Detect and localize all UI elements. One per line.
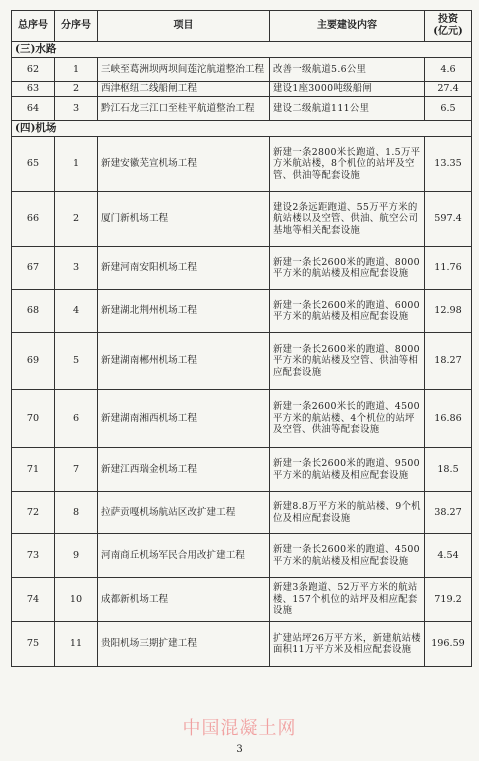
sub-number-cell: 6 [55,390,98,448]
project-name-cell: 三峡至葛洲坝两坝间莲沱航道整治工程 [98,58,270,82]
watermark: 中国混凝土网 [182,718,297,739]
investment-cell: 18.5 [425,448,472,492]
project-table [11,10,472,667]
project-name-cell: 拉萨贡嘎机场航站区改扩建工程 [98,492,270,534]
total-number-cell: 75 [12,622,55,667]
project-name-cell: 厦门新机场工程 [98,192,270,247]
investment-cell: 4.6 [425,58,472,82]
table-row [12,333,472,390]
sub-number-cell: 4 [55,290,98,333]
sub-number-cell: 9 [55,534,98,578]
table-row [12,448,472,492]
project-name-cell: 河南商丘机场军民合用改扩建工程 [98,534,270,578]
header-sub-no: 分序号 [55,11,98,42]
total-number-cell: 70 [12,390,55,448]
table-row [12,97,472,121]
construction-content-cell: 扩建站坪26万平方米，新建航站楼面积11万平方米及相应配套设施 [270,622,425,667]
total-number-cell: 72 [12,492,55,534]
section-title: (四)机场 [12,121,472,137]
table-row [12,192,472,247]
total-number-cell: 67 [12,247,55,290]
sub-number-cell: 5 [55,333,98,390]
investment-cell: 16.86 [425,390,472,448]
sub-number-cell: 11 [55,622,98,667]
total-number-cell: 71 [12,448,55,492]
header-project: 项目 [98,11,270,42]
construction-content-cell: 新建一条长2600米的跑道、8000平方米的航站楼及空管、供油等相应配套设施 [270,333,425,390]
investment-cell: 11.76 [425,247,472,290]
section-title: (三)水路 [12,42,472,58]
project-name-cell: 贵阳机场三期扩建工程 [98,622,270,667]
sub-number-cell: 3 [55,97,98,121]
project-name-cell: 新建湖南湘西机场工程 [98,390,270,448]
investment-cell: 597.4 [425,192,472,247]
table-row [12,622,472,667]
table-row [12,578,472,622]
construction-content-cell: 建设1座3000吨级船闸 [270,82,425,97]
page-number: 3 [236,744,243,755]
total-number-cell: 62 [12,58,55,82]
investment-cell: 18.27 [425,333,472,390]
total-number-cell: 66 [12,192,55,247]
section-row [12,42,472,58]
project-name-cell: 成都新机场工程 [98,578,270,622]
construction-content-cell: 新建一条长2600米的跑道、6000平方米的航站楼及相应配套设施 [270,290,425,333]
total-number-cell: 64 [12,97,55,121]
construction-content-cell: 新建一条2600米长的跑道、4500平方米的航站楼、4个机位的站坪及空管、供油等配套设施 [270,390,425,448]
project-name-cell: 新建河南安阳机场工程 [98,247,270,290]
sub-number-cell: 7 [55,448,98,492]
investment-cell: 6.5 [425,97,472,121]
header-total-no: 总序号 [12,11,55,42]
construction-content-cell: 新建一条长2600米的跑道、9500平方米的航站楼及相应配套设施 [270,448,425,492]
table-row [12,58,472,82]
project-name-cell: 黔江石龙三江口至桂平航道整治工程 [98,97,270,121]
construction-content-cell: 建设二级航道111公里 [270,97,425,121]
total-number-cell: 69 [12,333,55,390]
total-number-cell: 74 [12,578,55,622]
header-content: 主要建设内容 [270,11,425,42]
sub-number-cell: 8 [55,492,98,534]
table-row [12,390,472,448]
investment-cell: 196.59 [425,622,472,667]
investment-cell: 27.4 [425,82,472,97]
construction-content-cell: 建设2条远距跑道、55万平方米的航站楼以及空管、供油、航空公司基地等相关配套设施 [270,192,425,247]
sub-number-cell: 10 [55,578,98,622]
investment-cell: 4.54 [425,534,472,578]
table-header-row [12,11,472,42]
project-name-cell: 西津枢纽二线船闸工程 [98,82,270,97]
table-row [12,137,472,192]
project-name-cell: 新建湖北荆州机场工程 [98,290,270,333]
total-number-cell: 63 [12,82,55,97]
construction-content-cell: 新建8.8万平方米的航站楼、9个机位及相应配套设施 [270,492,425,534]
project-name-cell: 新建湖南郴州机场工程 [98,333,270,390]
sub-number-cell: 2 [55,192,98,247]
table-row [12,534,472,578]
sub-number-cell: 2 [55,82,98,97]
table-row [12,492,472,534]
document-page [11,10,471,667]
construction-content-cell: 改善一级航道5.6公里 [270,58,425,82]
section-row [12,121,472,137]
sub-number-cell: 1 [55,137,98,192]
construction-content-cell: 新建3条跑道、52万平方米的航站楼、157个机位的站坪及相应配套设施 [270,578,425,622]
project-name-cell: 新建江西瑞金机场工程 [98,448,270,492]
table-row [12,82,472,97]
total-number-cell: 68 [12,290,55,333]
investment-cell: 12.98 [425,290,472,333]
construction-content-cell: 新建一条2800米长跑道、1.5万平方米航站楼，8个机位的站坪及空管、供油等配套设施 [270,137,425,192]
sub-number-cell: 1 [55,58,98,82]
total-number-cell: 73 [12,534,55,578]
header-investment: 投资 (亿元) [425,11,472,42]
total-number-cell: 65 [12,137,55,192]
table-row [12,247,472,290]
investment-cell: 38.27 [425,492,472,534]
project-name-cell: 新建安徽芜宣机场工程 [98,137,270,192]
sub-number-cell: 3 [55,247,98,290]
construction-content-cell: 新建一条长2600米的跑道、8000平方米的航站楼及相应配套设施 [270,247,425,290]
investment-cell: 13.35 [425,137,472,192]
table-row [12,290,472,333]
investment-cell: 719.2 [425,578,472,622]
construction-content-cell: 新建一条长2600米的跑道、4500平方米的航站楼及相应配套设施 [270,534,425,578]
